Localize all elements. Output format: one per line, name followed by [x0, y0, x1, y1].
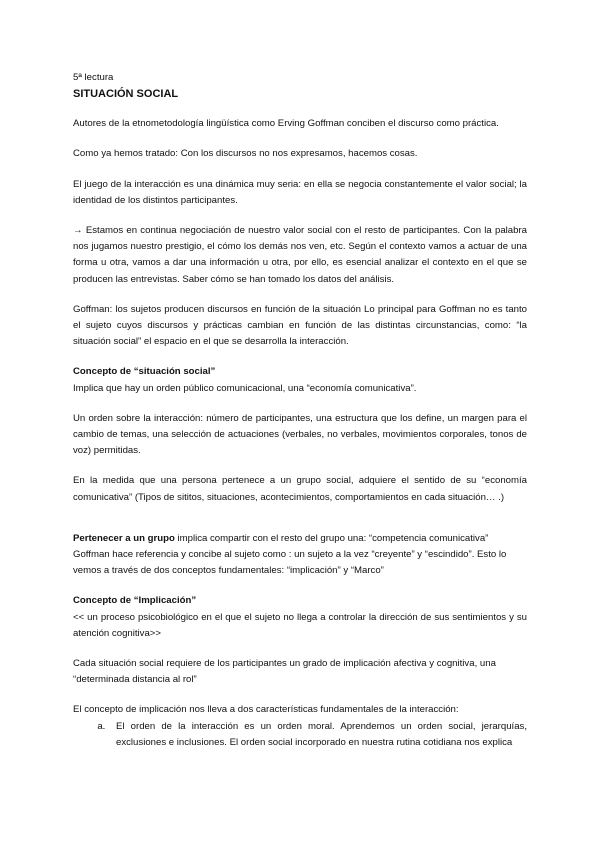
- document-body: [73, 70, 527, 751]
- pertenecer-text: implica compartir con el resto del grupo una: “competencia comunicativa” Goffman hace referencia y concibe al sujeto como : un sujeto a la vez “creyente” y “escindido”. Esto lo vemos a través de dos conceptos fundamentales: “implicación” y “Marco”: [73, 532, 507, 577]
- paragraph-3: El juego de la interacción es una dinámica muy seria: en ella se negocia constantemente el valor social; la identidad de los distintos participantes.: [73, 178, 527, 206]
- paragraph-4: → Estamos en continua negociación de nuestro valor social con el resto de participantes. Con la palabra nos jugamos nuestro prestigio, el cómo los demás nos ven, etc. Según el contexto vamos a actuar de una forma u otra, vamos a dar una información u otra, por ello, es esencial analizar el contexto en el que se producen las entrevistas. Saber cómo se han tomado los datos del análisis.: [73, 225, 527, 285]
- implicacion-quote: << un proceso psicobiológico en el que el sujeto no llega a controlar la dirección de sus sentimientos y su atención cognitiva>>: [73, 611, 527, 639]
- paragraph-8: Cada situación social requiere de los participantes un grado de implicación afectiva y cognitiva, una “determinada distancia al rol”: [73, 658, 496, 686]
- characteristics-list: [73, 719, 527, 751]
- section-heading-situacion-social: Concepto de “situación social”: [73, 366, 216, 378]
- paragraph-6: Un orden sobre la interacción: número de participantes, una estructura que los define, un margen para el cambio de temas, una selección de actuaciones (verbales, no verbales, movimientos corporales, tonos de voz) permitidas.: [73, 412, 527, 457]
- paragraph-9: El concepto de implicación nos lleva a dos características fundamentales de la interacción:: [73, 704, 459, 716]
- paragraph-5: Goffman: los sujetos producen discursos en función de la situación Lo principal para Goffman no es tanto el sujeto cuyos discursos y prácticas cambian en función de las distintas circunstancias, como: “la situación social” el espacio en el que se desarrolla la interacción.: [73, 303, 527, 348]
- paragraph-7: En la medida que una persona pertenece a un grupo social, adquiere el sentido de su “economía comunicativa” (Tipos de sititos, situaciones, acontecimientos, comportamientos en cada situación… .): [73, 475, 527, 503]
- lecture-number: 5ª lectura: [73, 72, 114, 83]
- pertenecer-bold: Pertenecer a un grupo: [73, 532, 175, 544]
- paragraph-pertenecer: [73, 531, 527, 580]
- list-item: a. El orden de la interacción es un orden moral. Aprendemos un orden social, jerarquías, exclusiones e inclusiones. El orden social incorporado en nuestra rutina cotidiana nos explica: [108, 719, 527, 751]
- document-title: SITUACIÓN SOCIAL: [73, 88, 179, 101]
- paragraph-2: Como ya hemos tratado: Con los discursos no nos expresamos, hacemos cosas.: [73, 148, 418, 160]
- paragraph-1: Autores de la etnometodología lingüística como Erving Goffman conciben el discurso como práctica.: [73, 118, 499, 130]
- situacion-social-text: Implica que hay un orden público comunicacional, una “economía comunicativa”.: [73, 382, 417, 394]
- section-heading-implicacion: Concepto de “Implicación”: [73, 595, 197, 607]
